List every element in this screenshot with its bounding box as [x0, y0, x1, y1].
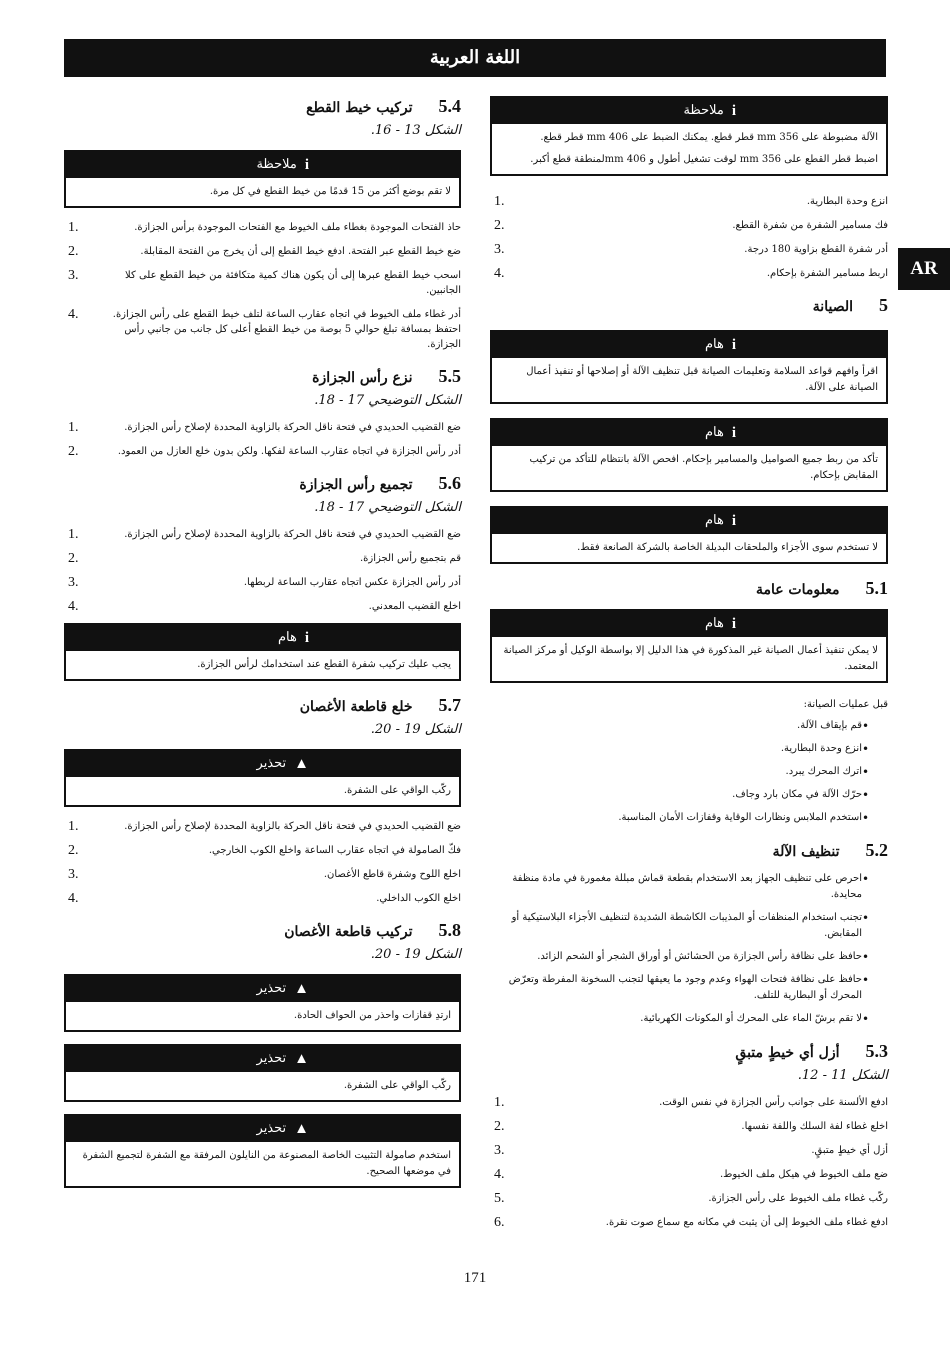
- figure-reference: الشكل 13 - 16.: [370, 123, 461, 138]
- note-header: [492, 98, 886, 124]
- important-header: i هام: [492, 332, 886, 358]
- step-item: ادفع الألسنة على جوانب رأس الجزازة في نفس الوقت. 1.: [494, 1095, 888, 1110]
- step-item: اخلع الكوب الداخلي. 4.: [68, 891, 461, 906]
- warning-body: استخدم صامولة التثبيت الخاصة المصنوعة من النايلون المرفقة مع الشفرة لتجميع الشفرة في موضعها الصحيح.: [82, 1150, 451, 1177]
- step-item: ضع خيط القطع عبر الفتحة. ادفع خيط القطع إلى أن يخرج من الفتحة المقابلة. 2.: [68, 244, 461, 259]
- steps-list: [490, 194, 888, 281]
- step-item: اخلع اللوح وشفرة قاطع الأغصان. 3.: [68, 867, 461, 882]
- bullet-list: [490, 871, 888, 1027]
- section-number: 5.2: [865, 840, 888, 860]
- step-item: اربط مسامير الشفرة بإحكام. 4.: [494, 266, 888, 281]
- bullet-item: • قم بإيقاف الآلة.: [797, 719, 870, 733]
- important-body: يجب عليك تركيب شفرة القطع عند استخدامك لرأس الجزازة.: [197, 659, 451, 670]
- step-item: أزل أي خيطٍ متبقٍ. 3.: [494, 1143, 888, 1158]
- step-item: أدر غطاء ملف الخيوط في اتجاه عقارب الساعة لتلف خيط القطع على رأس الجزازة. احتفظ بمسافة تبلغ حوالي 5 بوصة من خيط القطع أعلى كل جانب من جانبي رأس الجزازة. 4.: [68, 307, 461, 350]
- right-column: [490, 96, 888, 1239]
- warning-box: [64, 974, 461, 1032]
- section-heading: [490, 578, 888, 599]
- bullet-item: • حرّك الآلة في مكان بارد وجاف.: [732, 788, 870, 802]
- section-title: تركيب قاطعة الأغصان: [284, 924, 413, 940]
- step-item: ركّب غطاء ملف الخيوط على رأس الجزازة. 5.: [494, 1191, 888, 1206]
- section-title: نزع رأس الجزازة: [312, 370, 413, 386]
- bullet-item: • لا تقم برشّ الماء على المحرك أو المكونات الكهربائية.: [640, 1012, 870, 1026]
- section-heading: [64, 96, 461, 117]
- section-heading: [64, 366, 461, 387]
- steps-list: [64, 420, 461, 459]
- step-item: اسحب خيط القطع عبرها إلى أن يكون هناك كمية متكافئة من خيط القطع على كلا الجانبين. 3.: [68, 268, 461, 296]
- section-number: 5.8: [438, 920, 461, 940]
- step-item: فكّ الصامولة في اتجاه عقارب الساعة واخلع الكوب الخارجي. 2.: [68, 843, 461, 858]
- bullet-item: • تجنب استخدام المنظفات أو المذيبات الكاشطة الشديدة لتنظيف الأجزاء البلاستيكية أو المقابض.: [511, 911, 870, 939]
- steps-list: [490, 1095, 888, 1230]
- warning-triangle-icon: ▲: [294, 981, 309, 997]
- figure-reference: الشكل 19 - 20.: [370, 947, 461, 962]
- bullet-item: • استخدم الملابس ونظارات الوقاية وقفازات الأمان المناسبة.: [618, 811, 870, 825]
- info-icon: i: [304, 630, 309, 646]
- step-item: ضع القضيب الحديدي في فتحة ناقل الحركة بالزاوية المحددة لإصلاح رأس الجزازة. 1.: [68, 420, 461, 435]
- section-title: تنظيف الآلة: [772, 844, 840, 860]
- section-heading: [64, 920, 461, 941]
- step-item: انزع وحدة البطارية. 1.: [494, 194, 888, 209]
- step-item: أدر رأس الجزازة عكس اتجاه عقارب الساعة لربطها. 3.: [68, 575, 461, 590]
- note-line: الآلة مضبوطة على 356 mm قطر قطع. يمكنك الضبط على 406 mm قطر قطع.: [540, 132, 878, 143]
- warning-triangle-icon: ▲: [294, 1121, 309, 1137]
- bullet-list: [490, 718, 888, 826]
- steps-list: [64, 819, 461, 906]
- important-box: [64, 623, 461, 681]
- section-number: 5.3: [865, 1041, 888, 1061]
- figure-reference: الشكل التوضيحي 17 - 18.: [314, 393, 461, 408]
- figure-reference: الشكل التوضيحي 17 - 18.: [314, 500, 461, 515]
- important-box: [490, 609, 888, 683]
- important-body: اقرأ وافهم قواعد السلامة وتعليمات الصيانة قبل تنظيف الآلة أو إصلاحها أو تنفيذ أعمال الصيانة على الآلة.: [526, 366, 878, 393]
- important-box: [490, 418, 888, 492]
- info-icon: i: [304, 157, 309, 173]
- page-number: 171: [463, 1270, 487, 1286]
- language-tab: AR: [898, 248, 950, 290]
- bullet-item: • اترك المحرك يبرد.: [785, 765, 870, 779]
- step-item: أدر رأس الجزازة في اتجاه عقارب الساعة لفكها. ولكن بدون خلع العازل من العمود. 2.: [68, 444, 461, 459]
- note-header: i ملاحظة: [66, 152, 459, 178]
- section-number: 5.7: [438, 695, 461, 715]
- before-maintenance-label: قبل عمليات الصيانة:: [803, 699, 888, 710]
- note-body: لا تقم بوضع أكثر من 15 قدمًا من خيط القطع في كل مرة.: [209, 186, 451, 197]
- info-icon: i: [731, 425, 736, 441]
- section-number: 5: [879, 295, 888, 315]
- section-number: 5.6: [438, 473, 461, 493]
- step-item: فك مسامير الشفرة من شفرة القطع. 2.: [494, 218, 888, 233]
- section-number: 5.4: [438, 96, 461, 116]
- important-body: لا يمكن تنفيذ أعمال الصيانة غير المذكورة في هذا الدليل إلا بواسطة الوكيل أو مركز الصيانة المعتمد.: [503, 645, 878, 672]
- step-item: ضع القضيب الحديدي في فتحة ناقل الحركة بالزاوية المحددة لإصلاح رأس الجزازة. 1.: [68, 819, 461, 834]
- bullet-item: • احرص على تنظيف الجهاز بعد الاستخدام بقطعة قماش مبللة مغمورة في مادة منظفة محايدة.: [512, 872, 870, 900]
- step-item: أدر شفرة القطع بزاوية 180 درجة. 3.: [494, 242, 888, 257]
- page-header: اللغة العربية: [64, 39, 886, 77]
- section-title: الصيانة: [812, 299, 853, 315]
- important-body: لا تستخدم سوى الأجزاء والملحقات البديلة الخاصة بالشركة الصانعة فقط.: [577, 542, 878, 553]
- section-heading: [64, 695, 461, 716]
- info-icon: i: [731, 616, 736, 632]
- section-number: 5.1: [865, 578, 888, 598]
- warning-body: ركّب الواقي على الشفرة.: [343, 1080, 451, 1091]
- warning-triangle-icon: ▲: [294, 1051, 309, 1067]
- warning-header: ▲ تحذير: [66, 1046, 459, 1072]
- step-item: قم بتجميع رأس الجزازة. 2.: [68, 551, 461, 566]
- important-header: i هام: [66, 625, 459, 651]
- section-title: خلع قاطعة الأغصان: [299, 699, 413, 715]
- step-item: ضع القضيب الحديدي في فتحة ناقل الحركة بالزاوية المحددة لإصلاح رأس الجزازة. 1.: [68, 527, 461, 542]
- warning-body: ارتدِ قفازات واحذر من الحواف الحادة.: [293, 1010, 451, 1021]
- step-item: ضع ملف الخيوط في هيكل ملف الخيوط. 4.: [494, 1167, 888, 1182]
- info-icon: i: [731, 513, 736, 529]
- figure-reference: الشكل 19 - 20.: [370, 722, 461, 737]
- section-number: 5.5: [438, 366, 461, 386]
- info-icon: i: [731, 337, 736, 353]
- steps-list: [64, 527, 461, 614]
- warning-header: ▲ تحذير: [66, 1116, 459, 1142]
- section-heading: [64, 473, 461, 494]
- warning-box: [64, 749, 461, 807]
- important-box: [490, 330, 888, 404]
- important-box: [490, 506, 888, 564]
- note-line: اضبط قطر القطع على 356 mm لوقت تشغيل أطول و 406 mmلمنطقة قطع أكبر.: [530, 154, 878, 165]
- important-body: تأكد من ربط جميع الصواميل والمسامير بإحكام. افحص الآلة بانتظام للتأكد من تركيب المقابض بإحكام.: [529, 454, 878, 481]
- warning-body: ركّب الواقي على الشفرة.: [343, 785, 451, 796]
- bullet-item: • حافظ على نظافة رأس الجزازة من الحشائش أو أوراق الشجر أو الشحم الزائد.: [537, 950, 870, 964]
- important-header: i هام: [492, 611, 886, 637]
- section-heading: [490, 1041, 888, 1062]
- section-title: أزل أي خيطٍ متبقٍ: [735, 1045, 840, 1061]
- step-item: ادفع غطاء ملف الخيوط إلى أن يثبت في مكانه مع سماع صوت نقرة. 6.: [494, 1215, 888, 1230]
- warning-box: [64, 1044, 461, 1102]
- bullet-item: • انزع وحدة البطارية.: [780, 742, 870, 756]
- important-header: i هام: [492, 508, 886, 534]
- section-title: معلومات عامة: [755, 582, 840, 598]
- note-label: ملاحظة: [683, 103, 724, 118]
- note-box: [490, 96, 888, 176]
- section-title: تجميع رأس الجزازة: [299, 477, 413, 493]
- warning-box: [64, 1114, 461, 1188]
- info-icon: i: [731, 103, 736, 119]
- section-title: تركيب خيط القطع: [306, 100, 413, 116]
- note-box: [64, 150, 461, 208]
- important-header: i هام: [492, 420, 886, 446]
- step-item: اخلع غطاء لفة السلك واللفة نفسها. 2.: [494, 1119, 888, 1134]
- step-item: اخلع القضيب المعدني. 4.: [68, 599, 461, 614]
- warning-header: ▲ تحذير: [66, 751, 459, 777]
- left-column: [64, 96, 461, 1200]
- note-body: [492, 124, 886, 174]
- warning-header: ▲ تحذير: [66, 976, 459, 1002]
- step-item: حاذ الفتحات الموجودة بغطاء ملف الخيوط مع الفتحات الموجودة برأس الجزازة. 1.: [68, 220, 461, 235]
- bullet-item: • حافظ على نظافة فتحات الهواء وعدم وجود ما يعيقها لتجنب السخونة المفرطة وتعرّض المحرك أو البطارية للتلف.: [508, 973, 870, 1001]
- warning-triangle-icon: ▲: [294, 756, 309, 772]
- steps-list: [64, 220, 461, 352]
- section-heading: [490, 295, 888, 316]
- section-heading: [490, 840, 888, 861]
- figure-reference: الشكل 11 - 12.: [797, 1068, 888, 1083]
